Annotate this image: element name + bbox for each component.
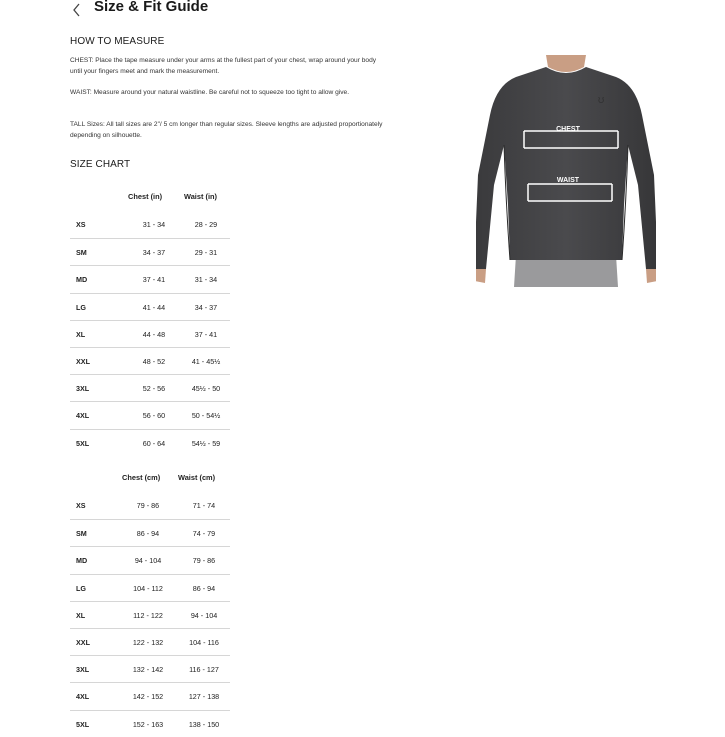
table-row [70, 628, 230, 655]
model-shirt [476, 67, 656, 269]
waist-cell: 74 - 79 [192, 529, 216, 539]
tall-sizes-note: TALL Sizes: All tall sizes are 2"/ 5 cm longer than regular sizes. Sleeve lengths are adjusted proportionately depending on silhouette. [70, 121, 383, 139]
waist-cell: 71 - 74 [192, 501, 216, 510]
col-waist-header: Waist (in) [184, 192, 217, 201]
chest-cell: 44 - 48 [142, 329, 166, 339]
chest-cell: 104 - 112 [133, 583, 163, 593]
waist-cell: 138 - 150 [188, 719, 220, 729]
size-cell: XXL [76, 637, 90, 647]
col-chest-header: Chest (in) [128, 192, 163, 201]
chest-cell: 48 - 52 [142, 356, 166, 366]
table-header [70, 184, 230, 211]
waist-label: WAIST [556, 177, 580, 184]
col-waist-header: Waist (cm) [178, 473, 216, 482]
chest-cell: 31 - 34 [142, 220, 166, 229]
waist-cell: 54½ - 59 [191, 438, 221, 448]
waist-cell: 50 - 54½ [191, 411, 221, 421]
table-row [70, 293, 230, 320]
table-row [70, 682, 230, 709]
col-chest-header: Chest (cm) [122, 473, 161, 482]
chest-cell: 142 - 152 [132, 692, 164, 702]
size-cell: XS [76, 501, 86, 510]
chest-instructions: CHEST: Place the tape measure under your arms at the fullest part of your chest, wrap around your body until your fingers meet and mark the measurement. [70, 57, 377, 75]
table-row [70, 265, 230, 292]
brand-logo: ᙀ [598, 96, 605, 105]
waist-cell: 104 - 116 [189, 637, 219, 647]
size-cell: 4XL [76, 692, 90, 702]
table-row [70, 374, 230, 401]
size-cell: SM [76, 529, 87, 539]
chest-cell: 122 - 132 [132, 637, 164, 647]
chest-cell: 56 - 60 [142, 411, 166, 421]
chest-cell: 79 - 86 [136, 501, 160, 510]
size-cell: XL [76, 329, 86, 339]
size-table-inches [70, 184, 230, 456]
table-row [70, 574, 230, 601]
size-cell: 3XL [76, 384, 90, 394]
size-cell: MD [76, 556, 88, 566]
chest-cell: 152 - 163 [132, 719, 164, 729]
chest-cell: 112 - 122 [133, 610, 163, 620]
waist-cell: 34 - 37 [194, 302, 218, 312]
chest-cell: 86 - 94 [136, 529, 160, 539]
waist-cell: 86 - 94 [192, 583, 216, 593]
size-cell: 3XL [76, 665, 90, 675]
size-cell: 5XL [76, 438, 90, 448]
chest-cell: 37 - 41 [142, 275, 166, 285]
waist-cell: 45½ - 50 [191, 384, 221, 394]
waist-cell: 127 - 138 [188, 692, 220, 702]
size-cell: LG [76, 302, 86, 312]
table-row [70, 519, 230, 546]
model-measurement-figure [476, 55, 656, 287]
chevron-left-icon[interactable] [70, 1, 84, 19]
model-right-hand [646, 269, 656, 283]
table-row [70, 238, 230, 265]
waist-cell: 94 - 104 [190, 610, 218, 620]
waist-instructions: WAIST: Measure around your natural waistline. Be careful not to squeeze too tight to allow give. [70, 89, 350, 96]
table-row [70, 492, 230, 519]
chest-cell: 52 - 56 [142, 384, 166, 394]
waist-cell: 79 - 86 [192, 556, 216, 566]
size-cell: MD [76, 275, 88, 285]
waist-cell: 37 - 41 [194, 329, 218, 339]
size-table-cm [70, 465, 230, 737]
chest-label: CHEST [556, 126, 580, 133]
waist-cell: 116 - 127 [189, 665, 219, 675]
page-title: Size & Fit Guide [94, 0, 209, 15]
size-cell: SM [76, 248, 87, 258]
size-cell: 4XL [76, 411, 90, 421]
size-cell: LG [76, 583, 86, 593]
table-row [70, 347, 230, 374]
table-row [70, 211, 230, 238]
table-row [70, 401, 230, 428]
size-chart-heading: SIZE CHART [70, 159, 131, 170]
table-row [70, 546, 230, 573]
chest-cell: 41 - 44 [142, 302, 166, 312]
waist-cell: 28 - 29 [194, 220, 218, 229]
size-cell: XXL [76, 356, 90, 366]
table-row [70, 320, 230, 347]
table-header [70, 465, 230, 492]
table-row [70, 601, 230, 628]
chest-cell: 60 - 64 [142, 438, 166, 448]
size-cell: 5XL [76, 719, 90, 729]
model-neck [546, 55, 586, 72]
chest-cell: 94 - 104 [134, 556, 162, 566]
waist-cell: 41 - 45½ [191, 356, 221, 366]
size-cell: XL [76, 610, 86, 620]
chest-cell: 34 - 37 [142, 248, 166, 258]
how-to-measure-heading: HOW TO MEASURE [70, 36, 165, 47]
table-row [70, 710, 230, 737]
waist-cell: 31 - 34 [194, 275, 218, 285]
table-row [70, 655, 230, 682]
size-cell: XS [76, 220, 86, 229]
table-row [70, 429, 230, 456]
model-left-hand [476, 269, 486, 283]
waist-cell: 29 - 31 [194, 248, 218, 258]
chest-cell: 132 - 142 [132, 665, 164, 675]
